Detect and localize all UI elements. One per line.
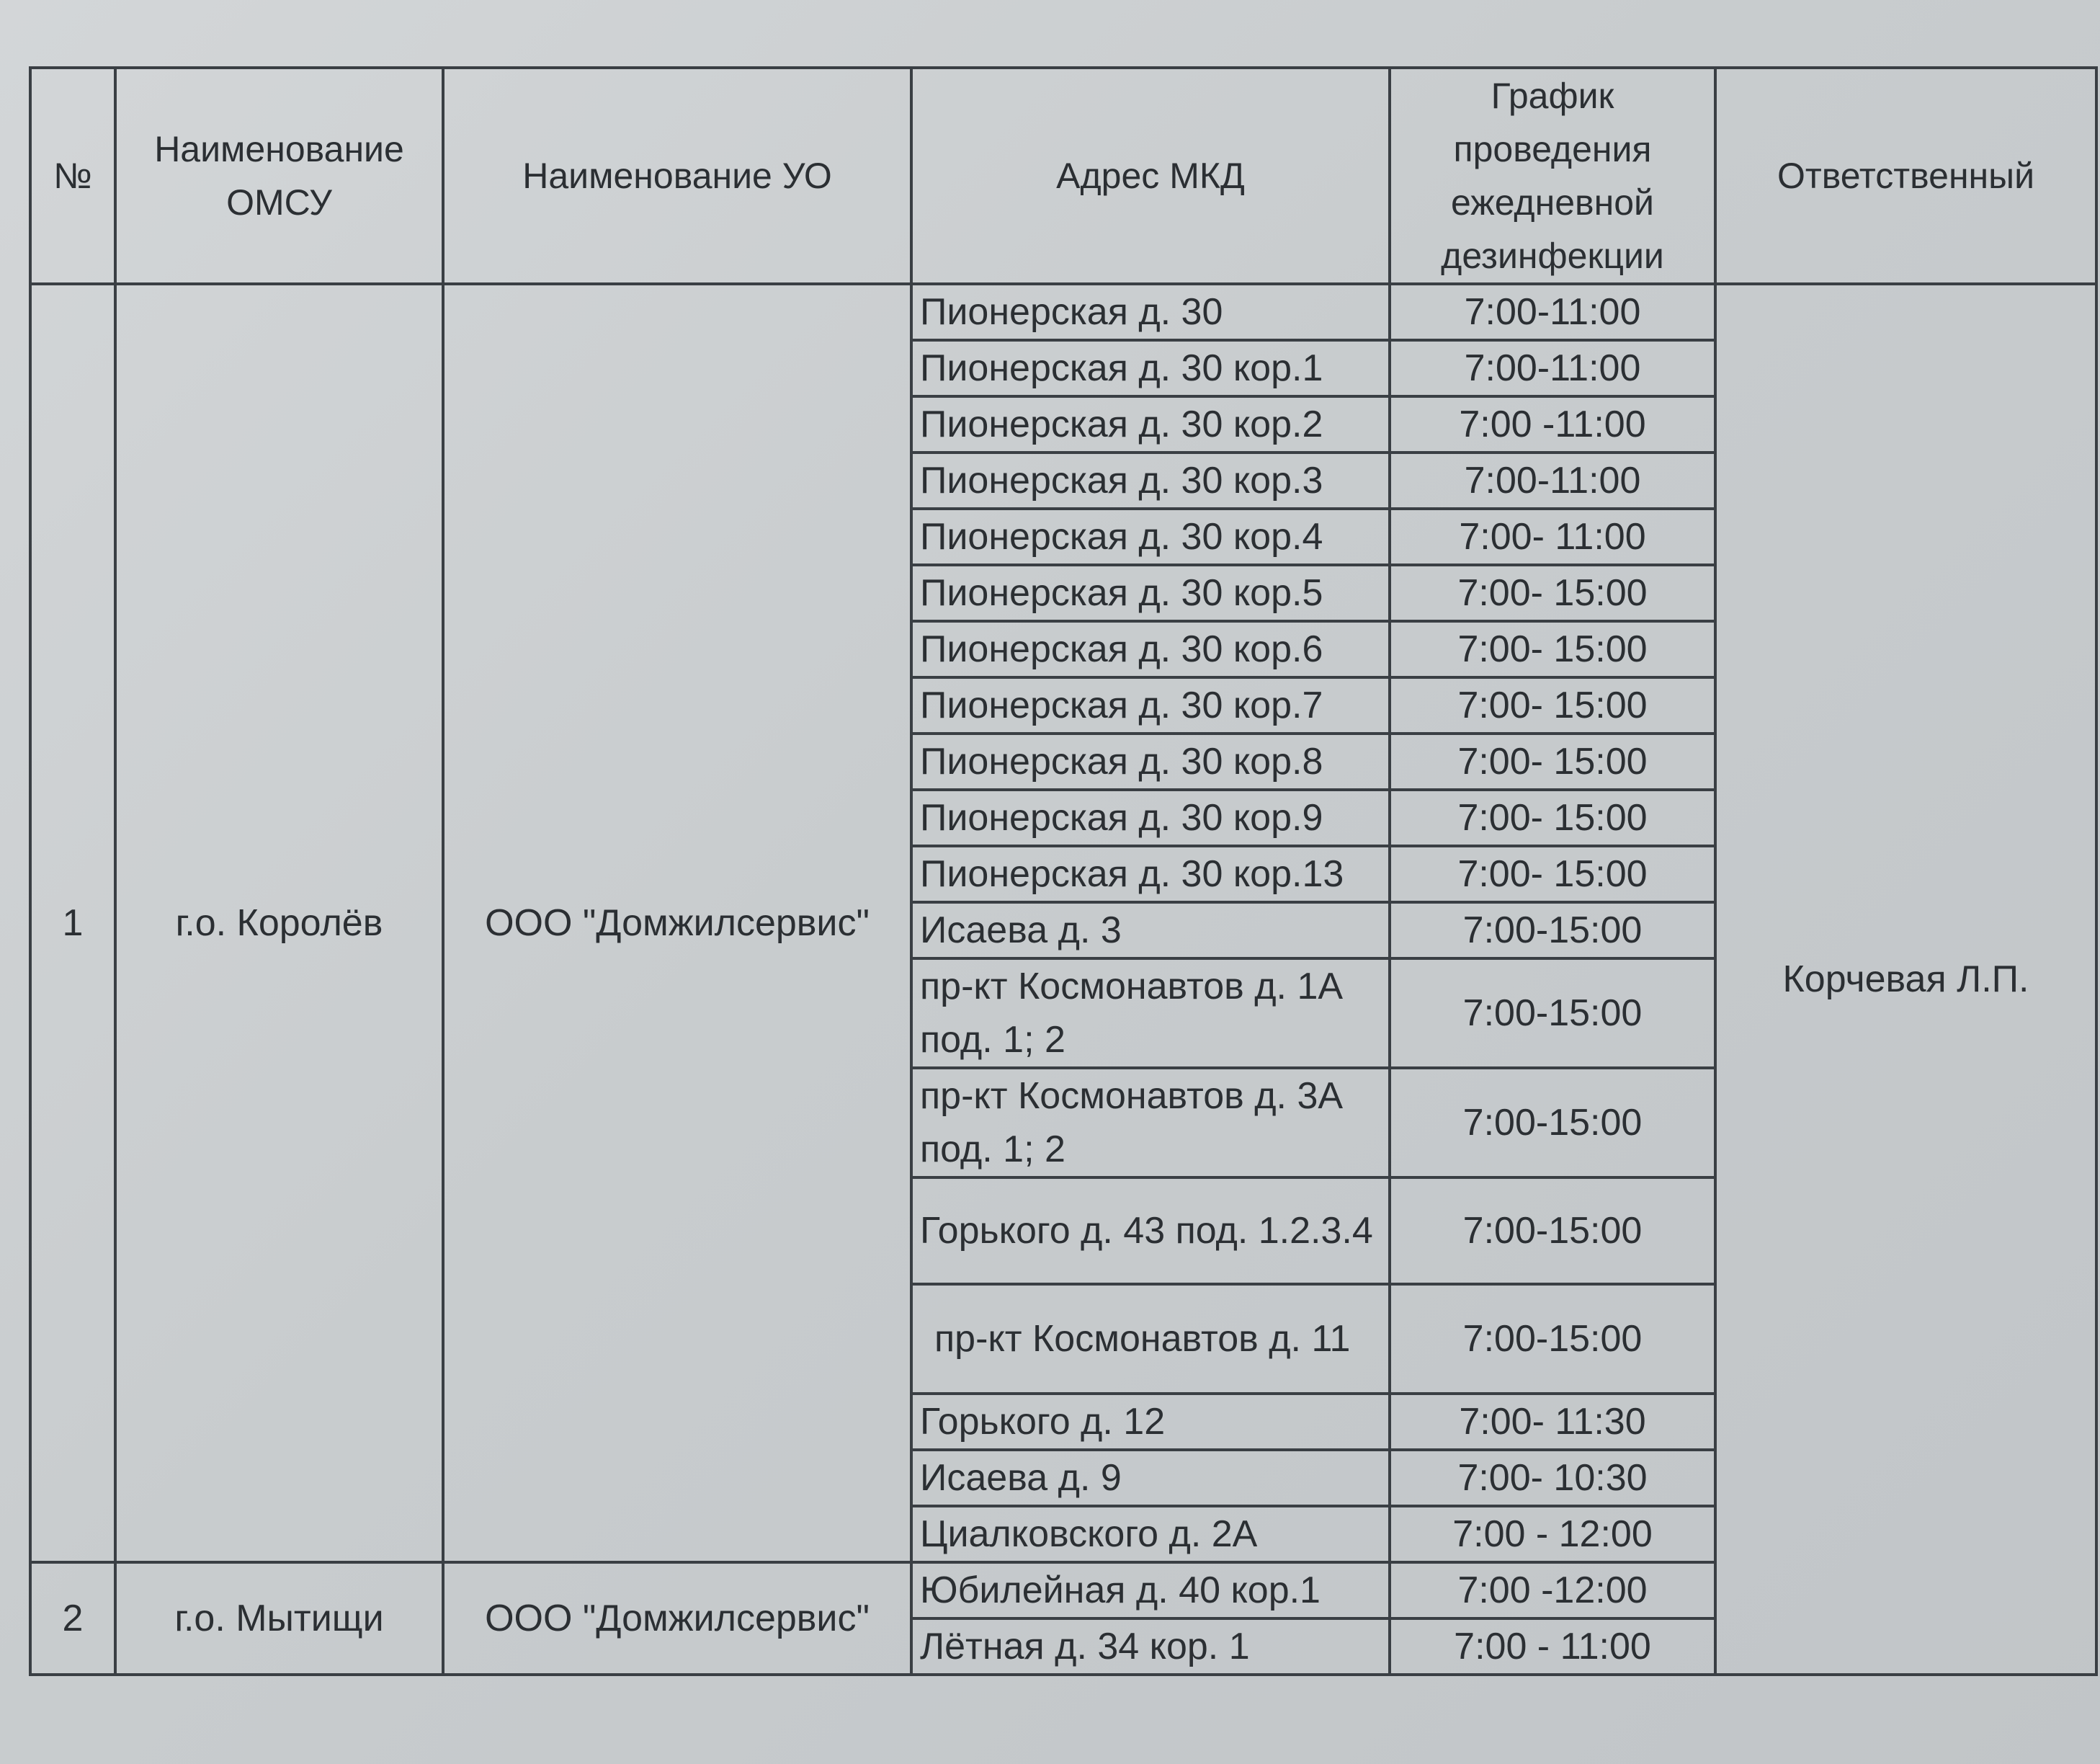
omsu-name: г.о. Королёв (115, 284, 443, 1562)
address-cell: пр-кт Космонавтов д. 3А под. 1; 2 (911, 1068, 1390, 1177)
schedule-cell: 7:00- 15:00 (1390, 677, 1715, 734)
schedule-cell: 7:00 -12:00 (1390, 1562, 1715, 1618)
uo-name: ООО "Домжилсервис" (443, 1562, 911, 1675)
address-cell: Пионерская д. 30 кор.3 (911, 453, 1390, 509)
header-responsible: Ответственный (1715, 68, 2096, 284)
table-row (30, 284, 2096, 340)
address-cell: Пионерская д. 30 кор.6 (911, 621, 1390, 677)
schedule-cell: 7:00- 10:30 (1390, 1450, 1715, 1506)
address-cell: Пионерская д. 30 кор.1 (911, 340, 1390, 396)
schedule-cell: 7:00- 15:00 (1390, 846, 1715, 902)
address-cell: пр-кт Космонавтов д. 1А под. 1; 2 (911, 958, 1390, 1068)
schedule-cell: 7:00 -11:00 (1390, 396, 1715, 453)
address-cell: пр-кт Космонавтов д. 11 (911, 1284, 1390, 1394)
schedule-cell: 7:00-15:00 (1390, 1177, 1715, 1284)
address-cell: Пионерская д. 30 кор.2 (911, 396, 1390, 453)
schedule-cell: 7:00 - 12:00 (1390, 1506, 1715, 1562)
disinfection-schedule-table (29, 66, 2098, 1676)
address-cell: Пионерская д. 30 кор.8 (911, 734, 1390, 790)
address-cell: Пионерская д. 30 (911, 284, 1390, 340)
address-cell: Пионерская д. 30 кор.4 (911, 509, 1390, 565)
address-cell: Пионерская д. 30 кор.13 (911, 846, 1390, 902)
address-cell: Юбилейная д. 40 кор.1 (911, 1562, 1390, 1618)
schedule-cell: 7:00-11:00 (1390, 340, 1715, 396)
address-cell: Пионерская д. 30 кор.9 (911, 790, 1390, 846)
row-number: 1 (30, 284, 115, 1562)
address-cell: Исаева д. 9 (911, 1450, 1390, 1506)
address-cell: Исаева д. 3 (911, 902, 1390, 958)
address-cell: Лётная д. 34 кор. 1 (911, 1618, 1390, 1675)
address-cell: Горького д. 43 под. 1.2.3.4 (911, 1177, 1390, 1284)
header-row (30, 68, 2096, 284)
schedule-cell: 7:00- 15:00 (1390, 734, 1715, 790)
schedule-cell: 7:00- 15:00 (1390, 790, 1715, 846)
header-num: № (30, 68, 115, 284)
schedule-cell: 7:00-11:00 (1390, 453, 1715, 509)
header-omsu: Наименование ОМСУ (115, 68, 443, 284)
header-schedule: График проведения ежедневной дезинфекции (1390, 68, 1715, 284)
address-cell: Циалковского д. 2А (911, 1506, 1390, 1562)
schedule-cell: 7:00- 15:00 (1390, 565, 1715, 621)
row-number: 2 (30, 1562, 115, 1675)
schedule-cell: 7:00- 11:00 (1390, 509, 1715, 565)
schedule-cell: 7:00- 11:30 (1390, 1394, 1715, 1450)
address-cell: Горького д. 12 (911, 1394, 1390, 1450)
schedule-cell: 7:00-11:00 (1390, 284, 1715, 340)
schedule-cell: 7:00- 15:00 (1390, 621, 1715, 677)
schedule-cell: 7:00-15:00 (1390, 1068, 1715, 1177)
header-address: Адрес МКД (911, 68, 1390, 284)
schedule-cell: 7:00-15:00 (1390, 902, 1715, 958)
header-uo: Наименование УО (443, 68, 911, 284)
uo-name: ООО "Домжилсервис" (443, 284, 911, 1562)
schedule-cell: 7:00 - 11:00 (1390, 1618, 1715, 1675)
address-cell: Пионерская д. 30 кор.5 (911, 565, 1390, 621)
address-cell: Пионерская д. 30 кор.7 (911, 677, 1390, 734)
schedule-cell: 7:00-15:00 (1390, 1284, 1715, 1394)
omsu-name: г.о. Мытищи (115, 1562, 443, 1675)
responsible-person: Корчевая Л.П. (1715, 284, 2096, 1675)
schedule-cell: 7:00-15:00 (1390, 958, 1715, 1068)
